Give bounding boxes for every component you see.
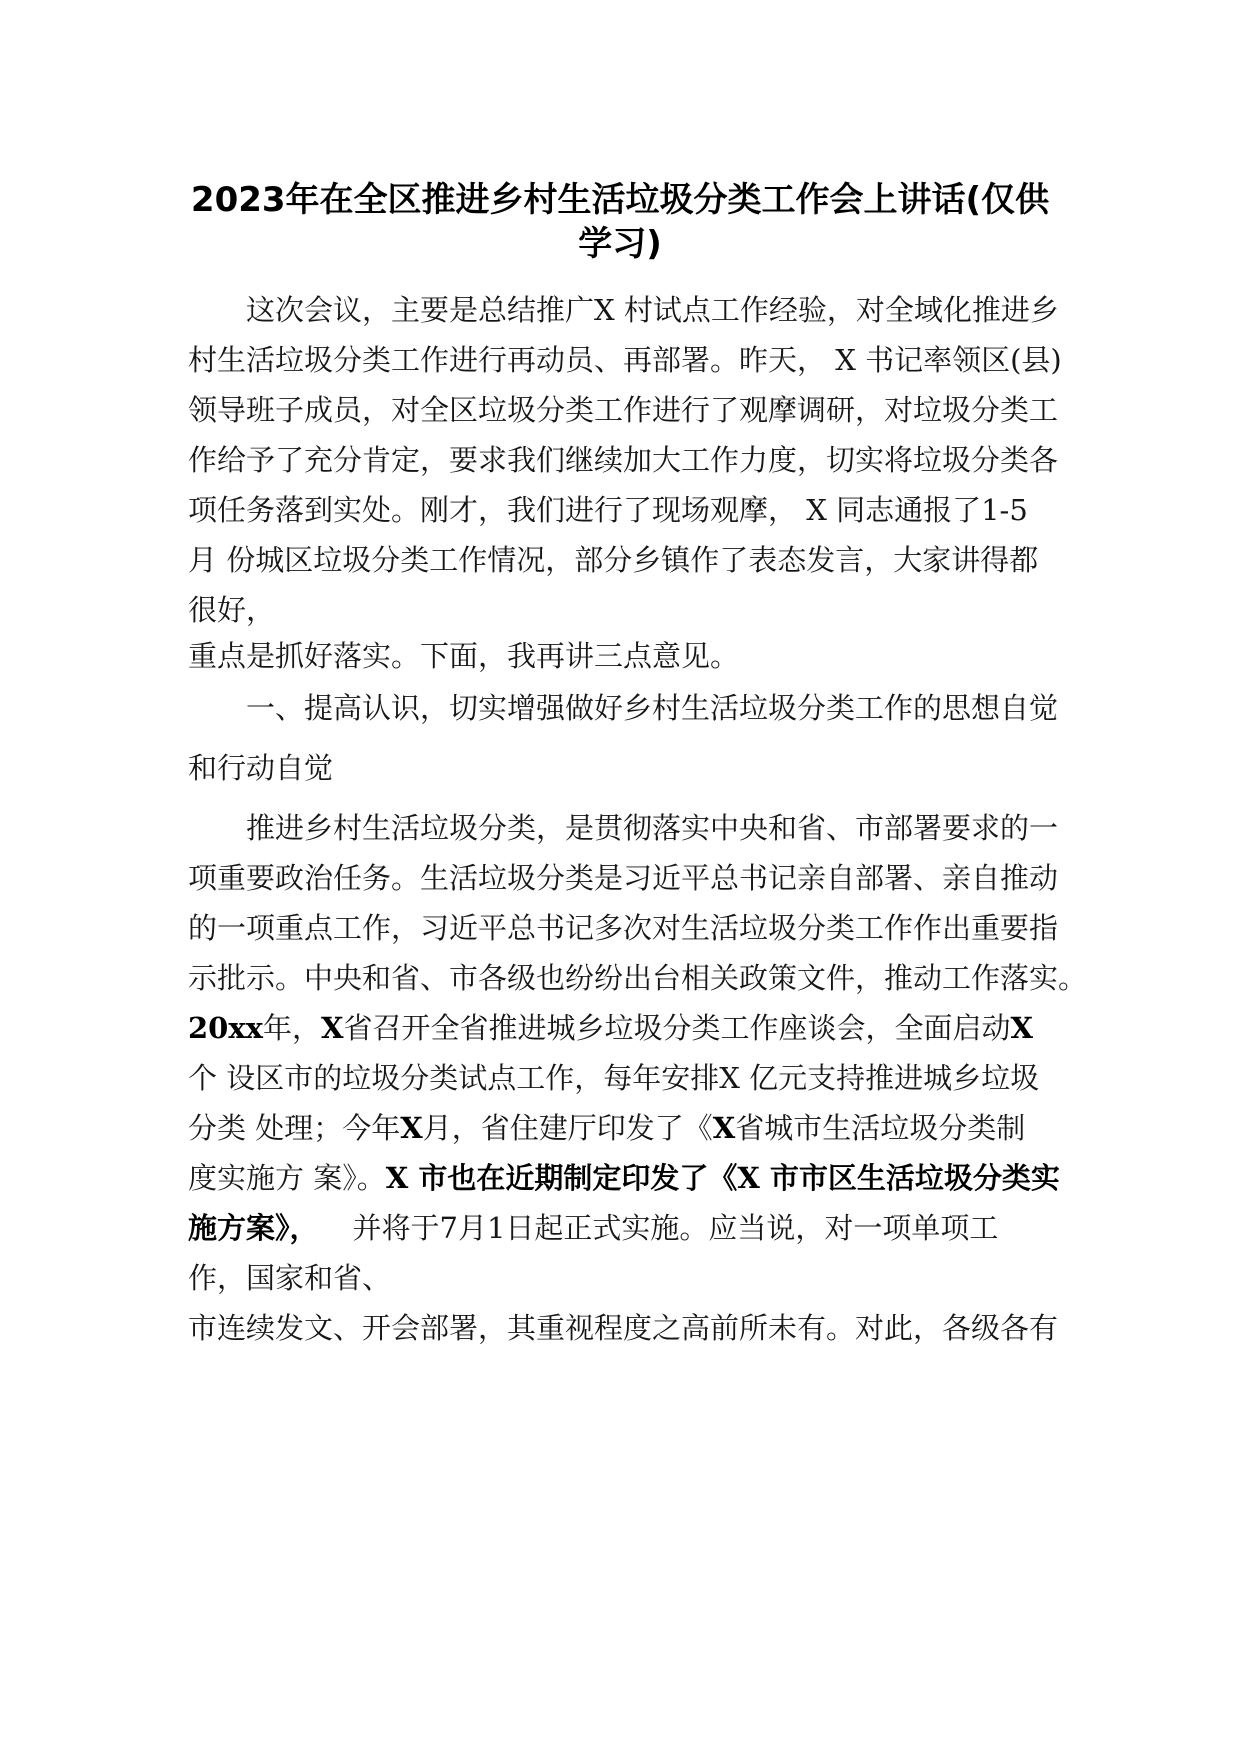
paragraph-line: 这次会议，主要是总结推广X 村试点工作经验，对全域化推进乡 xyxy=(246,293,1059,327)
bold-x: X xyxy=(400,1111,423,1145)
paragraph-line: 个 设区市的垃圾分类试点工作，每年安排X 亿元支持推进城乡垃圾 xyxy=(188,1061,1040,1095)
text-run: 年， xyxy=(262,1011,321,1045)
text-run: 省召开全省推进城乡垃圾分类工作座谈会，全面启动 xyxy=(343,1011,1011,1045)
paragraph-line: 示批示。中央和省、市各级也纷纷出台相关政策文件，推动工作落实。 xyxy=(188,961,1088,995)
document-title-line-2: 学习) xyxy=(578,224,662,264)
paragraph-line: 月 份城区垃圾分类工作情况，部分乡镇作了表态发言，大家讲得都 xyxy=(188,543,1039,577)
paragraph-line-mixed xyxy=(188,1110,1025,1146)
paragraph-line: 领导班子成员，对全区垃圾分类工作进行了观摩调研，对垃圾分类工 xyxy=(188,393,1059,427)
bold-year: 20xx xyxy=(188,1011,263,1045)
paragraph-line: 市连续发文、开会部署，其重视程度之高前所未有。对此，各级各有 xyxy=(188,1311,1059,1345)
paragraph-line: 项重要政治任务。生活垃圾分类是习近平总书记亲自部署、亲自推动 xyxy=(188,861,1059,895)
section-heading-line-2: 和行动自觉 xyxy=(188,751,334,785)
paragraph-line: 很好， xyxy=(188,593,276,627)
paragraph-line: 的一项重点工作，习近平总书记多次对生活垃圾分类工作作出重要指 xyxy=(188,911,1059,945)
document-title-line-1: 2023年在全区推进乡村生活垃圾分类工作会上讲话(仅供 xyxy=(190,180,1050,220)
paragraph-line: 重点是抓好落实。下面，我再讲三点意见。 xyxy=(188,639,740,673)
bold-x: X xyxy=(320,1011,344,1045)
paragraph-line: 村生活垃圾分类工作进行再动员、再部署。昨天， X 书记率领区(县) xyxy=(188,343,1062,377)
bold-run: 施方案》， xyxy=(188,1211,319,1245)
paragraph-line-mixed xyxy=(188,1160,1060,1196)
paragraph-line: 作给予了充分肯定，要求我们继续加大工作力度，切实将垃圾分类各 xyxy=(188,443,1059,477)
bold-x: X xyxy=(712,1111,736,1145)
paragraph-line-mixed xyxy=(188,1210,998,1246)
paragraph-line: 项任务落到实处。刚才，我们进行了现场观摩， X 同志通报了1-5 xyxy=(188,493,1028,527)
text-run: 分类 处理；今年 xyxy=(188,1111,401,1145)
text-run: 度实施方 案》。 xyxy=(188,1161,386,1195)
text-run: 月，省住建厅印发了《 xyxy=(422,1111,713,1145)
text-run: 并将于7月1日起正式实施。应当说，对一项单项工 xyxy=(352,1211,999,1245)
bold-run: X 市也在近期制定印发了《X 市市区生活垃圾分类实 xyxy=(385,1161,1060,1195)
text-run: 省城市生活垃圾分类制 xyxy=(735,1111,1026,1145)
bold-x: X xyxy=(1010,1011,1033,1045)
section-heading-line-1: 一、提高认识，切实增强做好乡村生活垃圾分类工作的思想自觉 xyxy=(246,691,1059,725)
paragraph-line-mixed xyxy=(188,1010,1033,1046)
paragraph-line: 推进乡村生活垃圾分类，是贯彻落实中央和省、市部署要求的一 xyxy=(246,811,1059,845)
paragraph-line: 作，国家和省、 xyxy=(188,1261,392,1295)
